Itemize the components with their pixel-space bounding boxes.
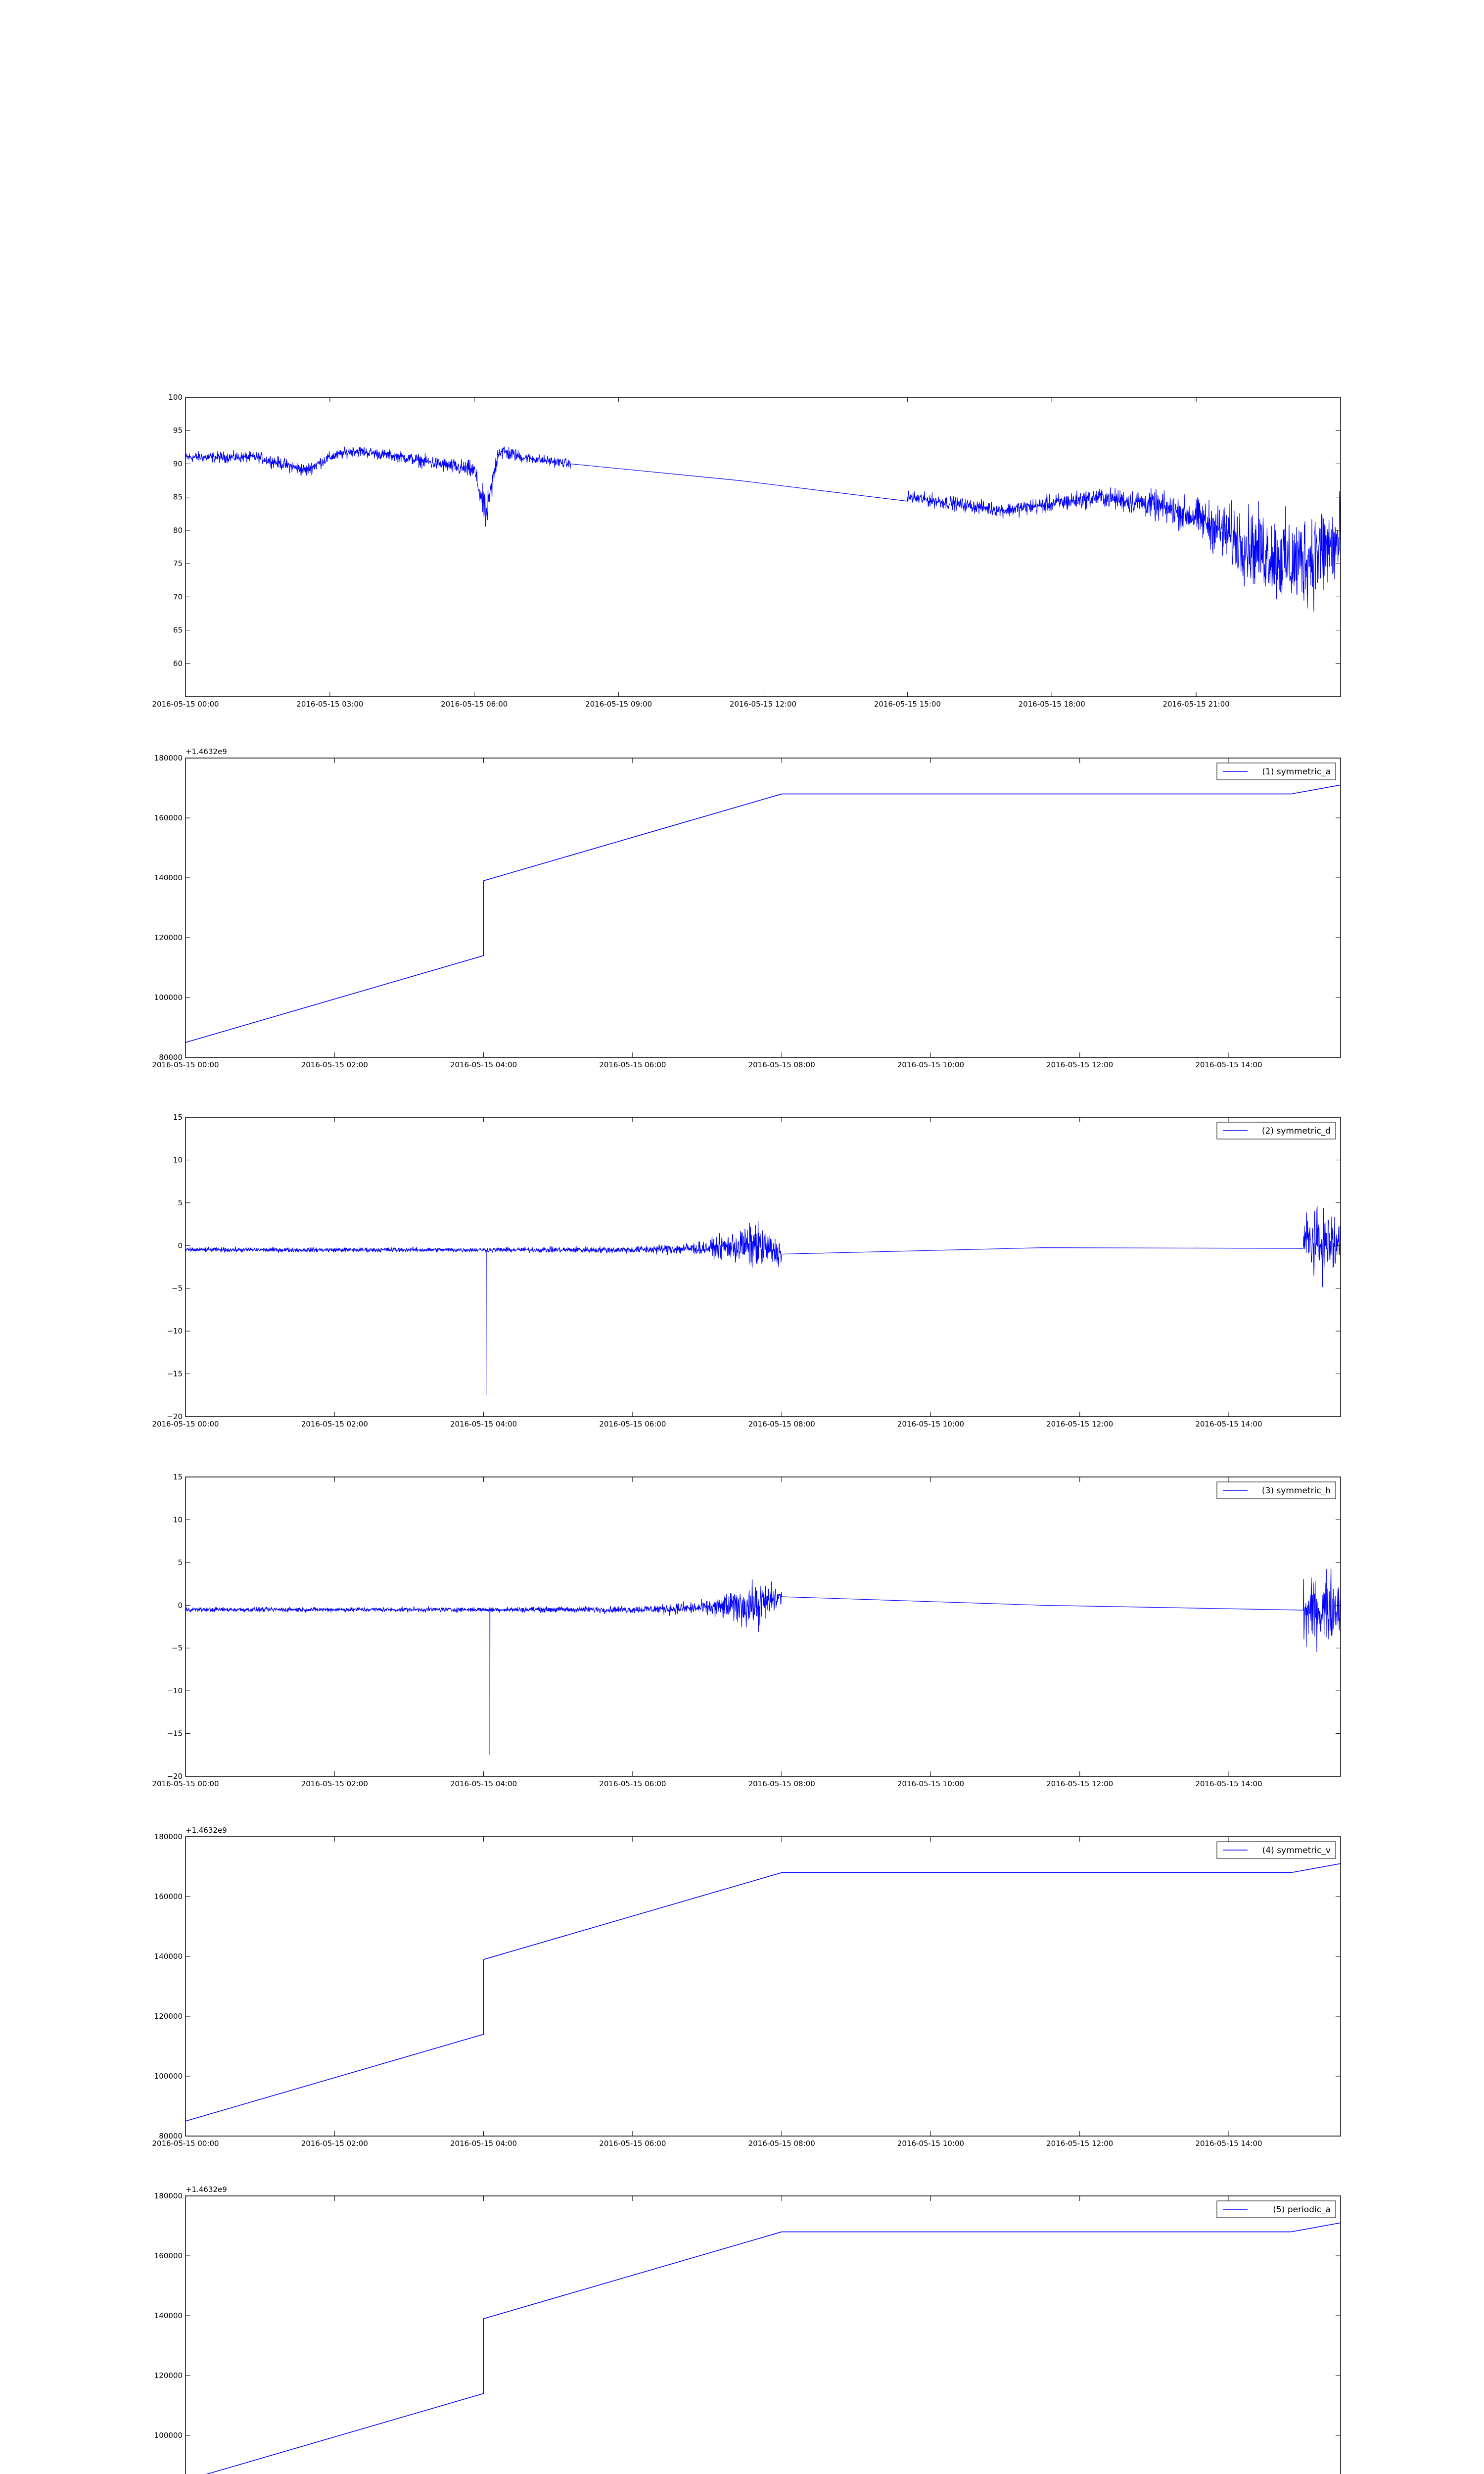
legend-label: (4) symmetric_v: [1262, 1846, 1331, 1856]
xtick-label: 2016-05-15 06:00: [441, 700, 508, 709]
ytick-label: −15: [167, 1729, 183, 1738]
series-line-6-1: [186, 2223, 1341, 2474]
subplot-1: [152, 393, 1341, 709]
xtick-label: 2016-05-15 00:00: [152, 1060, 219, 1069]
legend-label: (5) periodic_a: [1273, 2205, 1331, 2215]
ytick-label: 160000: [154, 813, 183, 822]
ytick-label: 5: [178, 1558, 183, 1567]
series-line-4-1: [186, 1569, 1341, 1755]
ytick-label: 0: [178, 1241, 183, 1250]
xtick-label: 2016-05-15 04:00: [450, 1779, 517, 1788]
xtick-label: 2016-05-15 09:00: [585, 700, 652, 709]
ytick-label: −10: [167, 1686, 183, 1696]
ytick-label: 80000: [159, 2132, 183, 2141]
ytick-label: 180000: [154, 2191, 183, 2200]
ytick-label: 60: [173, 659, 183, 668]
xtick-label: 2016-05-15 00:00: [152, 1420, 219, 1428]
legend-3: [1217, 1122, 1336, 1139]
ytick-label: 65: [173, 625, 183, 635]
xtick-label: 2016-05-15 06:00: [599, 1779, 666, 1788]
legend-4: [1217, 1482, 1336, 1499]
xtick-label: 2016-05-15 06:00: [599, 1420, 666, 1428]
xtick-label: 2016-05-15 10:00: [897, 1060, 965, 1069]
xtick-label: 2016-05-15 02:00: [301, 1420, 368, 1428]
ytick-label: 100: [168, 393, 183, 402]
xtick-label: 2016-05-15 14:00: [1195, 2139, 1262, 2148]
ytick-label: 15: [173, 1473, 183, 1481]
legend-label: (3) symmetric_h: [1262, 1486, 1331, 1496]
xtick-label: 2016-05-15 06:00: [599, 1060, 666, 1069]
subplot-2: [152, 747, 1341, 1069]
xtick-label: 2016-05-15 18:00: [1018, 700, 1085, 709]
ytick-label: 95: [173, 426, 183, 435]
ytick-label: 180000: [154, 1832, 183, 1841]
ytick-label: −10: [167, 1327, 183, 1336]
xtick-label: 2016-05-15 04:00: [450, 1420, 517, 1428]
ytick-label: 120000: [154, 2371, 183, 2380]
ytick-label: 80000: [159, 1053, 183, 1062]
ytick-label: −5: [171, 1284, 183, 1293]
subplot-3: [152, 1113, 1341, 1428]
xtick-label: 2016-05-15 02:00: [301, 2139, 368, 2148]
ytick-label: −15: [167, 1369, 183, 1379]
ytick-label: 140000: [154, 1952, 183, 1961]
series-line-1-1: [186, 447, 1341, 612]
ytick-label: 100000: [154, 2072, 183, 2081]
ytick-label: 140000: [154, 873, 183, 882]
ytick-label: 100000: [154, 2431, 183, 2440]
xtick-label: 2016-05-15 10:00: [897, 1779, 965, 1788]
ytick-label: 120000: [154, 933, 183, 942]
xtick-label: 2016-05-15 08:00: [748, 1060, 815, 1069]
axes-frame-5: [186, 1837, 1341, 2136]
subplot-5: [152, 1826, 1341, 2148]
ytick-label: 75: [173, 559, 183, 569]
ytick-label: 160000: [154, 1892, 183, 1901]
xtick-label: 2016-05-15 06:00: [599, 2139, 666, 2148]
series-line-3-1: [186, 1206, 1341, 1395]
legend-5: [1217, 1842, 1336, 1858]
axis-offset-label: +1.4632e9: [186, 747, 227, 756]
ytick-label: 160000: [154, 2251, 183, 2260]
subplot-6: [152, 2185, 1341, 2474]
xtick-label: 2016-05-15 21:00: [1162, 700, 1230, 709]
legend-6: [1217, 2201, 1336, 2218]
ytick-label: 100000: [154, 993, 183, 1002]
xtick-label: 2016-05-15 02:00: [301, 1779, 368, 1788]
ytick-label: −20: [167, 1772, 183, 1781]
ytick-label: 10: [173, 1155, 183, 1165]
axes-frame-2: [186, 758, 1341, 1057]
xtick-label: 2016-05-15 00:00: [152, 700, 219, 709]
legend-2: [1217, 763, 1336, 780]
axis-offset-label: +1.4632e9: [186, 2185, 227, 2194]
xtick-label: 2016-05-15 10:00: [897, 2139, 965, 2148]
series-line-2-1: [186, 785, 1341, 1042]
ytick-label: −20: [167, 1412, 183, 1421]
axes-frame-3: [186, 1117, 1341, 1417]
xtick-label: 2016-05-15 12:00: [729, 700, 797, 709]
ytick-label: 10: [173, 1515, 183, 1524]
ytick-label: 15: [173, 1113, 183, 1122]
ytick-label: 0: [178, 1601, 183, 1610]
xtick-label: 2016-05-15 12:00: [1046, 1779, 1113, 1788]
xtick-label: 2016-05-15 04:00: [450, 1060, 517, 1069]
xtick-label: 2016-05-15 12:00: [1046, 1420, 1113, 1428]
series-line-5-1: [186, 1863, 1341, 2121]
xtick-label: 2016-05-15 10:00: [897, 1420, 965, 1428]
axes-frame-1: [186, 397, 1341, 697]
xtick-label: 2016-05-15 04:00: [450, 2139, 517, 2148]
ytick-label: 120000: [154, 2012, 183, 2021]
xtick-label: 2016-05-15 15:00: [874, 700, 941, 709]
xtick-label: 2016-05-15 14:00: [1195, 1779, 1262, 1788]
ytick-label: 140000: [154, 2311, 183, 2320]
ytick-label: 85: [173, 492, 183, 502]
xtick-label: 2016-05-15 02:00: [301, 1060, 368, 1069]
xtick-label: 2016-05-15 08:00: [748, 1420, 815, 1428]
ytick-label: 180000: [154, 754, 183, 762]
legend-label: (1) symmetric_a: [1262, 767, 1331, 777]
xtick-label: 2016-05-15 14:00: [1195, 1420, 1262, 1428]
ytick-label: 80: [173, 525, 183, 535]
ytick-label: 5: [178, 1198, 183, 1207]
legend-label: (2) symmetric_d: [1262, 1126, 1331, 1136]
xtick-label: 2016-05-15 12:00: [1046, 2139, 1113, 2148]
xtick-label: 2016-05-15 12:00: [1046, 1060, 1113, 1069]
ytick-label: 90: [173, 459, 183, 469]
axis-offset-label: +1.4632e9: [186, 1826, 227, 1835]
xtick-label: 2016-05-15 00:00: [152, 2139, 219, 2148]
xtick-label: 2016-05-15 08:00: [748, 2139, 815, 2148]
xtick-label: 2016-05-15 03:00: [296, 700, 364, 709]
subplot-4: [152, 1473, 1341, 1788]
axes-frame-4: [186, 1477, 1341, 1776]
ytick-label: 70: [173, 592, 183, 602]
xtick-label: 2016-05-15 14:00: [1195, 1060, 1262, 1069]
xtick-label: 2016-05-15 00:00: [152, 1779, 219, 1788]
ytick-label: −5: [171, 1643, 183, 1653]
xtick-label: 2016-05-15 08:00: [748, 1779, 815, 1788]
